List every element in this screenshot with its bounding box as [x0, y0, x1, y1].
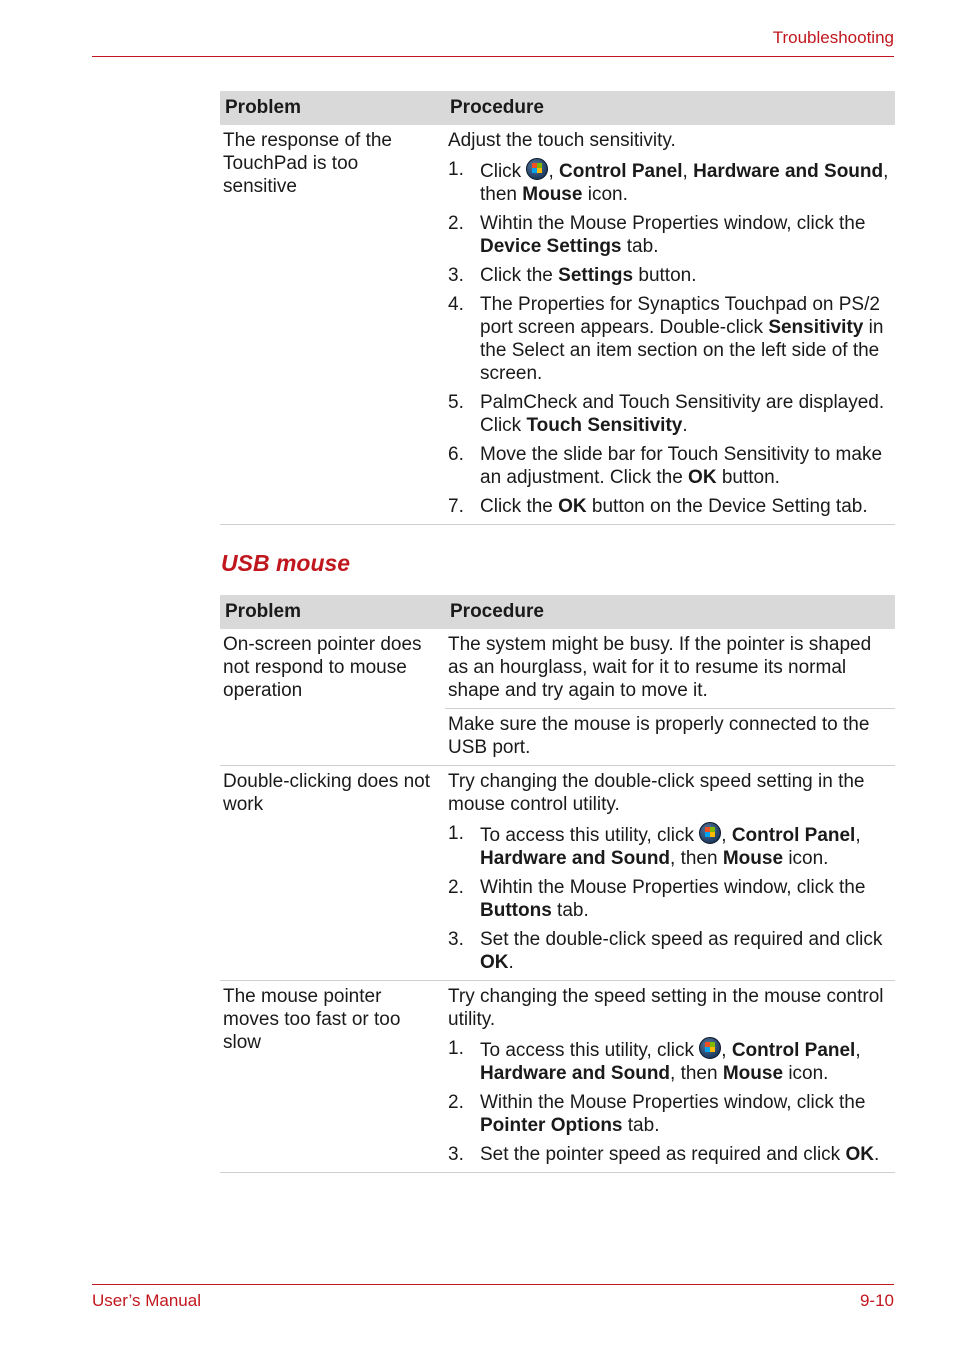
header-procedure: Procedure	[445, 595, 895, 629]
touchpad-troubleshooting-table	[220, 91, 895, 525]
procedure-intro: Try changing the speed setting in the mouse control utility.	[448, 986, 884, 1030]
procedure-intro: Try changing the double-click speed setting in the mouse control utility.	[448, 771, 865, 815]
table-row	[220, 125, 895, 525]
table-row	[220, 629, 895, 709]
step-item: 2. Within the Mouse Properties window, click the Pointer Options tab.	[448, 1092, 866, 1136]
procedure-cell: The system might be busy. If the pointer is shaped as an hourglass, wait for it to resume its normal shape and try again to move it.	[445, 629, 895, 709]
step-item: 4. The Properties for Synaptics Touchpad on PS/2 port screen appears. Double-click Sensitivity in the Select an item section on the left side of the screen.	[448, 294, 884, 384]
step-item: 2. Wihtin the Mouse Properties window, click the Buttons tab.	[448, 877, 866, 921]
table-header-row	[220, 91, 895, 125]
step-item: 6. Move the slide bar for Touch Sensitivity to make an adjustment. Click the OK button.	[448, 444, 883, 488]
table-row	[220, 981, 895, 1173]
page-number: 9-10	[859, 1291, 894, 1310]
procedure-cell: Make sure the mouse is properly connected to the USB port.	[445, 709, 895, 766]
windows-start-orb-icon	[699, 822, 721, 844]
header-problem: Problem	[220, 595, 445, 629]
step-item: 1. Click , Control Panel, Hardware and Sound, then Mouse icon.	[448, 159, 889, 205]
procedure-steps	[448, 822, 892, 974]
procedure-steps	[448, 158, 892, 518]
step-item: 7. Click the OK button on the Device Setting tab.	[448, 496, 868, 517]
footer-rule	[92, 1284, 894, 1285]
table-header-row	[220, 595, 895, 629]
windows-start-orb-icon	[699, 1037, 721, 1059]
table-row	[220, 766, 895, 981]
step-item: 2. Wihtin the Mouse Properties window, click the Device Settings tab.	[448, 213, 866, 257]
section-title-usb-mouse: USB mouse	[221, 550, 351, 576]
problem-cell: On-screen pointer does not respond to mouse operation	[220, 629, 445, 766]
step-item: 3. Set the pointer speed as required and click OK.	[448, 1144, 880, 1165]
step-item: 1. To access this utility, click , Control Panel, Hardware and Sound, then Mouse icon.	[448, 823, 861, 869]
problem-cell: Double-clicking does not work	[220, 766, 445, 981]
procedure-cell	[445, 125, 895, 525]
footer-manual-title: User’s Manual	[92, 1291, 201, 1310]
header-problem: Problem	[220, 91, 445, 125]
step-item: 3. Set the double-click speed as required and click OK.	[448, 929, 883, 973]
procedure-cell	[445, 981, 895, 1173]
windows-start-orb-icon	[526, 158, 548, 180]
header-rule	[92, 56, 894, 57]
procedure-intro: Adjust the touch sensitivity.	[448, 130, 676, 151]
step-item: 3. Click the Settings button.	[448, 265, 697, 286]
step-item: 5. PalmCheck and Touch Sensitivity are displayed. Click Touch Sensitivity.	[448, 392, 885, 436]
problem-cell: The response of the TouchPad is too sensitive	[220, 125, 445, 525]
running-header: Troubleshooting	[772, 28, 894, 47]
procedure-steps	[448, 1037, 892, 1166]
problem-cell: The mouse pointer moves too fast or too slow	[220, 981, 445, 1173]
step-item: 1. To access this utility, click , Control Panel, Hardware and Sound, then Mouse icon.	[448, 1038, 861, 1084]
usb-mouse-troubleshooting-table	[220, 595, 895, 1173]
header-procedure: Procedure	[445, 91, 895, 125]
procedure-cell	[445, 766, 895, 981]
